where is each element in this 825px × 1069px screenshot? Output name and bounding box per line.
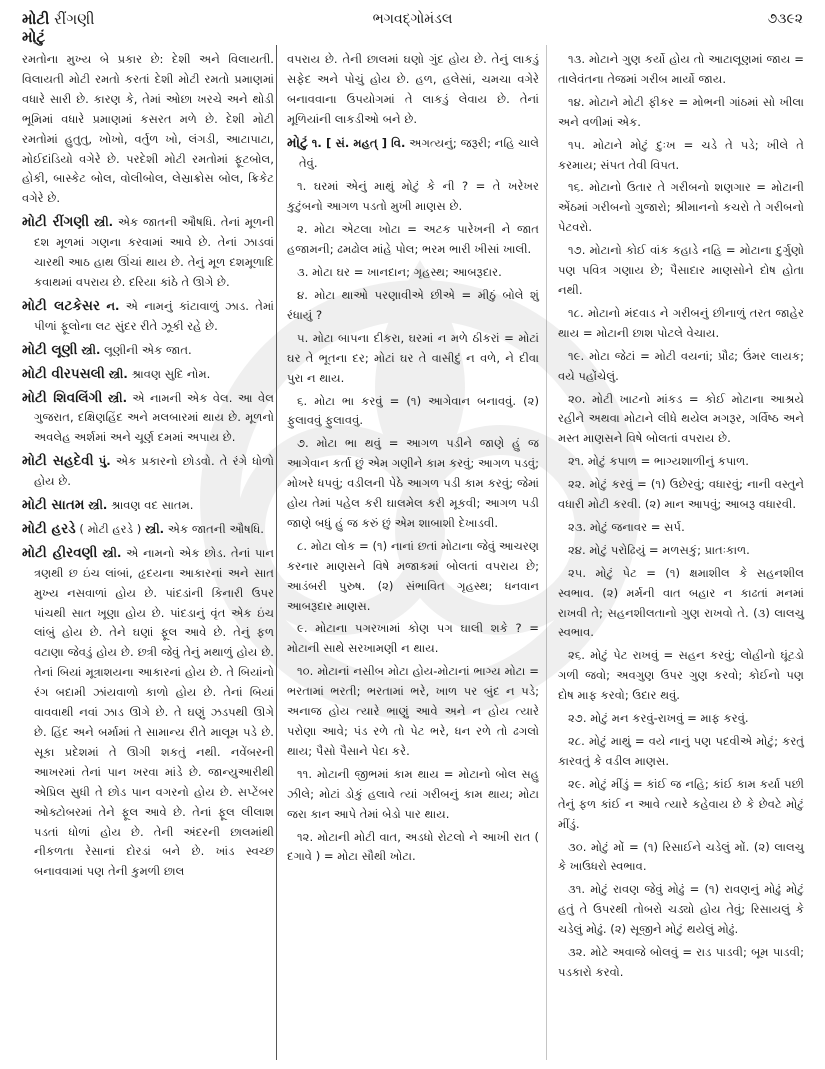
idiom-number: ૧૨. <box>297 829 314 844</box>
idiom-item <box>287 392 539 432</box>
idiom-item <box>558 390 804 450</box>
idiom-item <box>287 263 539 283</box>
idiom-item <box>558 943 804 983</box>
dictionary-entry <box>22 213 274 293</box>
idiom-item <box>287 329 539 389</box>
headword: મોટી સહદેવી <box>22 453 94 470</box>
idiom-text: મોટા લોક = (૧) નાનાં છતાં મોટાના જેવું આચરણ કરનાર માણસને વિષે મજાકમાં બોલતાં વપરાય છે; આડંબરી પુરુષ. (૨) સંભાવિત ગૃહસ્થ; ધનવાન આબરૂદાર માણસ. <box>287 538 540 613</box>
idiom-text: મોટાને મોટી ફીકર = મોભની ગાંઠમાં સો ખીલા અને વળીમાં એક. <box>558 94 804 129</box>
idiom-text: મોટા થાઓ પરણાવીએ છીએ = મીઠું બોલે શું રંધાયું ? <box>287 287 539 322</box>
idiom-text: મોટું માથું = વયે નાનું પણ પદવીએ મોટું; કરતું કારવતું કે વડીલ માણસ. <box>558 734 804 768</box>
idiom-number: ૩. <box>297 265 309 280</box>
idiom-number: ૯. <box>297 621 308 636</box>
idiom-item <box>558 564 804 644</box>
dictionary-entry <box>22 544 274 882</box>
idiom-item <box>558 646 804 706</box>
idiom-number: ૧૦. <box>297 664 314 679</box>
idiom-text: ઘરમાં એનું માથું મોટું કે ની ? = તે ખરેખર કુટુંબનો આગળ પડતો મુખી માણસ છે. <box>287 179 539 214</box>
idiom-item <box>558 93 804 133</box>
idiom-item <box>558 518 804 538</box>
idiom-number: ૧૪. <box>568 94 585 109</box>
idiom-number: ૪. <box>297 287 308 302</box>
dictionary-title: ભગવદ્ગોમંડલ <box>372 11 453 27</box>
dictionary-entry <box>22 520 274 540</box>
idiom-text: મોટાની મોટી વાત, અડધો રોટલો ને આખી રાત ( દગાવે ) = મોટા સૌથી ખોટા. <box>287 829 539 864</box>
idiom-number: ૨૮. <box>568 734 585 748</box>
idiom-text: મોટાનો કોઈ વાંક કહાડે નહિ = મોટાના દુર્ગુણો પણ પવિત્ર ગણાય છે; પૈસાદાર માણસોને દોષ હોતા નથી. <box>558 243 804 297</box>
headword: મોટી લટકેસર <box>22 297 101 314</box>
headword: મોટી હરડે <box>22 520 76 537</box>
idiom-text: મોટું રાવણ જેવું મોઢું = (૧) રાવણનું મોઢું મોટું હતું તે ઉપરથી તોબરો ચડ્યો હોય તેવું; રિસાયલું કે ચડેલું મોઢું. (૨) સૂજીને મોટું થયેલું મોઢું. <box>558 882 804 937</box>
idiom-number: ૨૧. <box>568 454 585 469</box>
idiom-text: મોટા બાપના દીકરા, ઘરમાં ન મળે ઠીકરાં = મોટાં ઘર તે ભૂતના દર; મોટાં ઘર તે વાસીદું ન વળે, ને દીવા પુરા ન થાય. <box>287 330 540 385</box>
idiom-text: મોટા ભા કરવું = (૧) આગેવાન બનાવવું. (૨) ફુલાવવું ફુલાવવું. <box>287 393 539 428</box>
headword: મોટી લૂણી <box>22 341 78 358</box>
idiom-text: મોટાને ગુણ કર્યો હોય તો આટાલૂણમાં જાય = તાલેવંતના તેજમાં ગરીબ માર્યો જાય. <box>558 52 805 86</box>
definition-text: એક જાતની ઔષધિ. તેનાં મૂળની દશ મૂળમાં ગણના કરવામાં આવે છે. તેનાં ઝાડવાં ચારથી આઠ હાથ ઊંચાં થાય છે. તેનું મૂળ દશમૂળાદિ કવાથમાં વપરાય છે. દરિયા કાંઠે તે ઊગે છે. <box>34 215 275 289</box>
last-guide-word: મોટું <box>22 28 46 46</box>
grammar-label: સ્ત્રી. <box>102 545 122 560</box>
idiom-text: મોટું મોં = (૧) રિસાઈને ચડેલું મોં. (૨) લાલચુ કે ખાઉધરો સ્વભાવ. <box>558 839 804 874</box>
idiom-item <box>558 347 804 387</box>
idiom-text: મોટું કરવું = (૧) ઉછેરવું; વધારવું; નાની વસ્તુને વધારી મોટી કરવી. (૨) માન આપવું; આબરૂ વધારવી. <box>558 477 805 512</box>
grammar-label: સ્ત્રી. <box>93 215 114 230</box>
idiom-item <box>558 838 804 878</box>
idiom-text: મોટું પેટ = (૧) ક્ષમાશીલ કે સહનશીલ સ્વભાવ. (૨) મર્મની વાત બહાર ન કાઢતાં મનમાં રાખવી તે; સહનશીલતાનો ગુણ રાખવો તે. (૩) લાલચુ સ્વભાવ. <box>558 565 804 640</box>
column-1 <box>22 50 274 886</box>
idiom-item <box>558 880 804 940</box>
entry-continuation <box>22 50 274 209</box>
idiom-number: ૩૦. <box>568 839 587 854</box>
idiom-text: મોટી ખાટનો માંકડ = કોઈ મોટાના આશ્રયે રહીને અથવા મોટાને લીધે થયેલ મગરૂર, ગર્વિષ્ઠ અને મસ્ત માણસને વિષે બોલતાં વપરાય છે. <box>558 391 804 446</box>
idiom-item <box>287 662 539 762</box>
idiom-number: ૨૦. <box>568 391 586 406</box>
definition-text: અગત્યનું; જરૂરી; નહિ ચાલે તેવું. <box>299 135 540 170</box>
headword-variant: ( મોટી હરડે ) <box>79 521 142 536</box>
idiom-text: મોટા જેટાં = મોટી વયનાં; પ્રૌઢ; ઉંમર લાયક; વયે પહોંચેલું. <box>558 348 804 383</box>
column-divider-1 <box>276 45 277 1060</box>
idiom-text: મોટાનો મંદવાડ ને ગરીબનું છીનાળું તરત જાહેર થાય = મોટાની છાશ પોટલે વેચાય. <box>558 305 804 340</box>
idiom-text: મોટું મન કરવું-રાખવું = માફ કરવું. <box>590 711 749 726</box>
dictionary-entry <box>22 496 274 516</box>
idiom-number: ૧૩. <box>568 52 586 66</box>
grammar-label: સ્ત્રી. <box>88 498 108 513</box>
idiom-item <box>287 286 539 326</box>
idiom-item <box>558 775 804 835</box>
idiom-text: મોટાને મોટું દુઃખ = ચડે તે પડે; ખીલે તે કરમાય; સંપત તેવી વિપત. <box>558 137 804 172</box>
definition-text: લૂણીની એક જાત. <box>104 342 192 357</box>
idiom-number: ૧૮. <box>568 305 584 320</box>
idiom-text: મોટાનો ઉતાર તે ગરીબનો શણગાર = મોટાની એંઠમાં ગરીબનો ગુજારો; શ્રીમાનનો કચરો તે ગરીબનો પેટવરો. <box>558 180 804 235</box>
headword: મોટી વીરપસલી <box>22 365 105 382</box>
idiom-item <box>558 304 804 344</box>
dictionary-entry <box>22 365 274 385</box>
dictionary-entry <box>22 452 274 492</box>
idiom-item <box>558 178 804 238</box>
grammar-label: ન. <box>106 298 120 313</box>
definition-text: રમતોના મુખ્ય બે પ્રકાર છે: દેશી અને વિલાયતી. વિલાયતી મોટી રમતો કરતાં દેશી મોટી રમતો પ્રમાણમાં વધારે સારી છે. કારણ કે, તેમાં ઓછા ખરચે અને થોડી ભૂમિમાં વધારે પ્રમાણમાં કસરત મળે છે. દેશી મોટી રમતોમાં હુતુતુ, ખોખો, વર્તુળ ખો, લંગડી, આટાપાટા, મોઈદાંડિયો વગેરે છે. પરદેશી મોટી રમતોમાં ફૂટબોલ, હોકી, બાસ્કેટ બોલ, વોલીબોલ, લેસ્રાક્રોસ બોલ, ક્રિકેટ વગેરે છે. <box>22 52 274 206</box>
page-header <box>0 0 825 50</box>
first-guide-word: મોટી રીંગણી <box>22 10 95 28</box>
idiom-text: મોટું જનાવર = સર્પ. <box>589 519 685 534</box>
idiom-item <box>287 177 539 217</box>
idiom-number: ૨૭. <box>568 711 587 726</box>
idiom-item <box>287 828 539 868</box>
dictionary-entry <box>287 134 539 174</box>
idiom-text: મોટા એટલા ખોટા = અટક પારેખની ને જાત હજામની; ઢમઢોલ માંહે પોલ; ભરમ ભારી ખીસાં ખાલી. <box>287 222 539 257</box>
idiom-text: મોટાનાં નસીબ મોટા હોય-મોટાનાં ભાગ્ય મોટા = ભરતામાં ભરતી; ભરતામાં ભરે, ખાળ પર બુંદ ન પડે; અનાજ હોય ત્યારે ભાણું આવે અને ન હોય ત્યારે પરોણા આવે; પંડ રળે તો પેટ ભરે, ધન રળે તો ઢગલો થાય; પૈસો પૈસાને પેદા કરે. <box>287 664 540 758</box>
definition-text: એક પ્રકારનો છોડવો. તે રંગે ધોળો હોય છે. <box>34 454 274 489</box>
idiom-text: મોટું કપાળ = ભાગ્યશાળીનું કપાળ. <box>587 454 749 469</box>
definition-text: એ નામની એક વેલ. આ વેલ ગુજરાત, દક્ષિણહિંદ અને મલબારમાં થાય છે. મૂળનો અવલેહ અર્શમાં અને ચૂર્ણ દમમાં અપાય છે. <box>34 390 275 445</box>
idiom-item <box>558 732 804 772</box>
dictionary-entry <box>22 341 274 361</box>
entry-continuation <box>287 50 539 130</box>
idiom-item <box>287 537 539 617</box>
idiom-number: ૬. <box>297 393 308 408</box>
grammar-label: સ્ત્રી. <box>81 342 101 357</box>
idiom-item <box>558 475 804 515</box>
headword: મોટી રીંગણી <box>22 214 90 231</box>
idiom-text: મોટું પરોઢિયું = મળસકું; પ્રાતઃકાળ. <box>589 542 750 557</box>
idiom-item <box>287 220 539 260</box>
dictionary-entry <box>22 389 274 449</box>
idiom-text: મોટું મીંડું = કાંઈ જ નહિ; કાંઈ કામ કર્યા પછી તેનું ફળ કાંઈ ન આવે ત્યારે કહેવાય છે કે છેવટે મોટું મીંડું. <box>558 776 804 831</box>
idiom-number: ૨૯. <box>568 776 586 791</box>
idiom-text: મોટાની જીભમાં કામ થાય = મોટાનો બોલ સહુ ઝીલે; મોટાં ડોકું હલાવે ત્યાં ગરીબનું કામ થાય; મોટા જરા કાન આપે તેમાં બેડો પાર થાય. <box>287 766 539 821</box>
idiom-number: ૨. <box>297 222 308 237</box>
grammar-label: સ્ત્રી. <box>107 390 127 405</box>
headword: મોટી સાતમ <box>22 497 85 514</box>
idiom-number: ૨૩. <box>568 519 587 534</box>
idiom-item <box>558 541 804 561</box>
grammar-label: સ્ત્રી. <box>144 521 165 536</box>
idiom-number: ૨૪. <box>568 542 586 557</box>
idiom-text: મોટા ઘર = ખાનદાન; ગૃહસ્થ; આબરૂદાર. <box>312 265 502 280</box>
definition-text: એ નામનો એક છોડ. તેનાં પાન ત્રણથી છ ઇંચ લાંબાં, હૃદયના આકારનાં અને સાત મુખ્ય નસવાળાં હોય છે. પાંદડાંની કિનારી ઉપર પાંચથી સાત ખૂણા હોય છે. પાંદડાનું વૃંત એક ઇંચ લાંબું હોય છે. તેને ઘણાં ફૂલ આવે છે. તેનું ફળ વટાણા જેવડું હોય છે. છત્રી જેવું તેનું મથાળું હોય છે. તેનાં બિયાં મૂત્રાશયના આકારનાં હોય છે. તે બિયાંનો રંગ બદામી ઝાંયવાળો કાળો હોય છે. તેનાં બિયાં વાવવાથી નવાં ઝાડ ઊગે છે. તે ઘણું ઝડપથી ઊગે છે. હિંદ અને બર્મામાં તે સામાન્ય રીતે માલૂમ પડે છે. સૂકા પ્રદેશમાં તે ઊગી શકતું નથી. નવેંબરની આખરમાં તેનાં પાન ખરવા માંડે છે. જાન્યુઆરીથી એપ્રિલ સુધી તે છોડ પાન વગરનો હોય છે. સપ્ટેંબર ઓક્ટોબરમાં તેને ફૂલ આવે છે. તેનાં ફૂલ લીલાશ પડતાં ધોળાં હોય છે. તેની અંદરની છાલમાંથી નીકળતા રેસાનાં દોરડાં બને છે. ખાંડ સ્વચ્છ બનાવવામાં પણ તેની કુમળી છાલ <box>34 545 275 879</box>
dictionary-entry <box>22 297 274 337</box>
idiom-number: ૩૧. <box>568 882 586 897</box>
grammar-label: ૧. [ સં. મહત્ ] વિ. <box>311 135 406 150</box>
idiom-number: ૧૧. <box>297 766 313 781</box>
idiom-number: ૧. <box>297 179 307 194</box>
idiom-number: ૧૫. <box>568 137 585 152</box>
definition-text: શ્રાવણ વદ સાતમ. <box>111 498 194 513</box>
headword: મોટી શિવલિંગી <box>22 389 103 406</box>
idiom-text: મોટે અવાજે બોલવું = રાડ પાડવી; બૂમ પાડવી; પડકારો કરવો. <box>558 945 804 979</box>
idiom-item <box>287 619 539 659</box>
idiom-item <box>287 434 539 534</box>
idiom-text: મોટા ભા થવું = આગળ પડીને જાણે હું જ આગેવાન કર્તા છું એમ ગણીને કામ કરવું; આગળ પડવું; મોખરે ધપવું; વડીલની પેઠે આગળ પડી કામ કરવું; જેમાં હોય તેમાં પહેલ કરી ઘાલમેલ કરી મૂકવી; આગળ પડી જાણે બધું હું જ કરું છું એમ શાબાશી દેખાડવી. <box>287 436 539 530</box>
idiom-item <box>558 136 804 176</box>
idiom-number: ૨૬. <box>568 648 585 663</box>
idiom-number: ૩૨. <box>568 945 587 960</box>
idiom-text: મોટું પેટ રાખવું = સહન કરવું; લોહીનો ઘૂંટડો ગળી જવો; અવગુણ ઉપર ગુણ કરવો; કોઈનો પણ દોષ માફ કરવો; ઉદાર થવું. <box>558 648 805 703</box>
grammar-label: પું. <box>98 454 111 469</box>
idiom-number: ૧૭. <box>568 243 586 258</box>
idiom-text: મોટાના પગરખામાં કોણ પગ ઘાલી શકે ? = મોટાની સાથે સરખામણી ન થાય. <box>287 621 539 656</box>
idiom-number: ૭. <box>297 436 309 451</box>
definition-text: શ્રાવણ સુદિ નોમ. <box>131 366 211 381</box>
idiom-number: ૨૨. <box>568 477 586 492</box>
headword: મોટી હીરવણી <box>22 544 98 561</box>
column-3 <box>558 50 804 986</box>
idiom-number: ૫. <box>297 330 309 345</box>
headword: મોટું <box>287 134 308 151</box>
idiom-number: ૧૯. <box>568 348 585 363</box>
idiom-item <box>558 452 804 472</box>
idiom-number: ૮. <box>297 538 308 553</box>
definition-text: વપરાય છે. તેની છાલમાં ઘણો ગુંદ હોય છે. તેનું લાકડું સફેદ અને પોચું હોય છે. હળ, હલેસાં, ચમચા વગેરે બનાવવાના ઉપયોગમાં તે લાકડું લેવાય છે. તેનાં મૂળિયાંની લાકડીઓ બને છે. <box>287 52 539 126</box>
definition-text: એક જાતની ઔષધિ. <box>167 521 264 536</box>
column-2 <box>287 50 539 870</box>
idiom-item <box>558 50 804 90</box>
idiom-item <box>287 765 539 825</box>
idiom-number: ૧૬. <box>568 180 584 195</box>
definition-text: એ નામનું કાંટાવાળું ઝાડ. તેમાં પીળાં ફૂલોના લટ સુંદર રીતે ઝૂકી રહે છે. <box>34 298 275 333</box>
column-divider-2 <box>546 45 547 1060</box>
grammar-label: સ્ત્રી. <box>108 366 128 381</box>
idiom-number: ૨૫. <box>568 565 587 580</box>
page-number: ૭૩૯૨ <box>767 11 803 27</box>
idiom-item <box>558 241 804 301</box>
idiom-item <box>558 709 804 729</box>
